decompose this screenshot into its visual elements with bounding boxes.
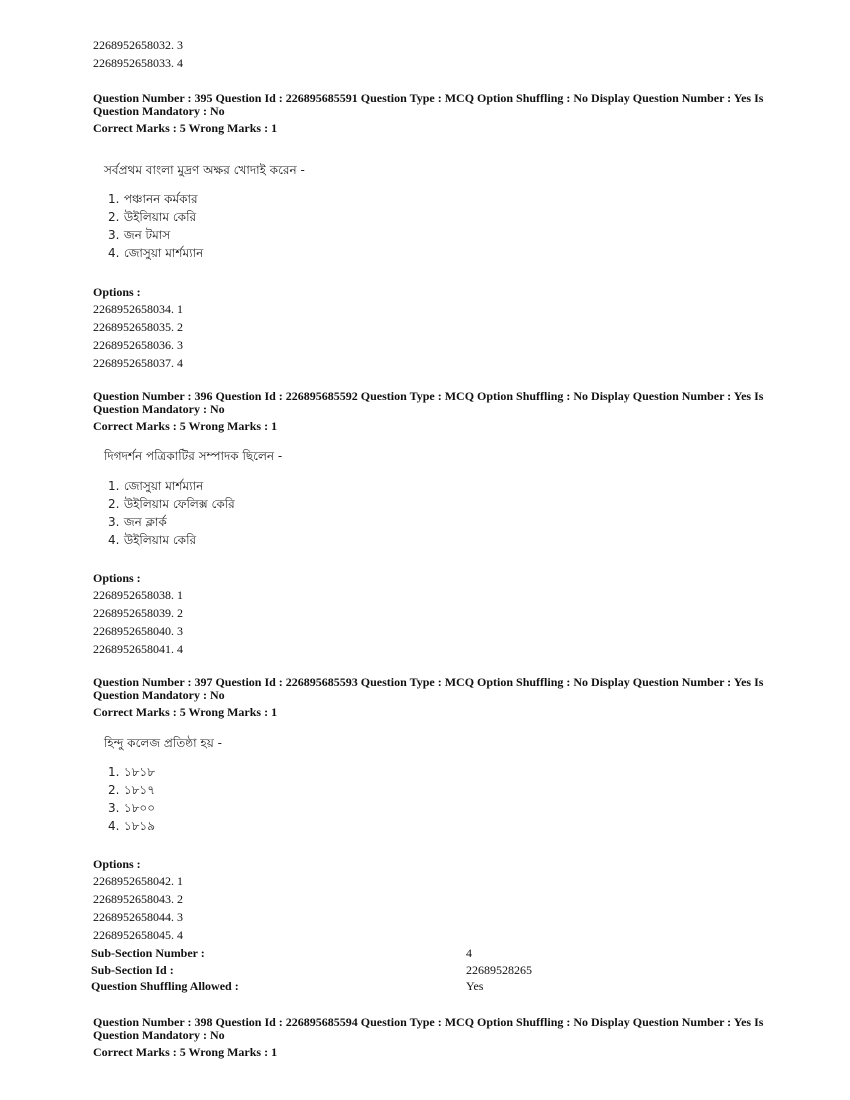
option-id-line: 2268952658033. 4 bbox=[93, 56, 183, 70]
subsection-id-value: 22689528265 bbox=[466, 963, 532, 977]
options-label: Options : bbox=[93, 857, 141, 871]
choice-item: 4. উইলিয়াম কেরি bbox=[108, 533, 197, 547]
choice-item: 4. ১৮১৯ bbox=[108, 819, 155, 833]
question-marks: Correct Marks : 5 Wrong Marks : 1 bbox=[93, 705, 278, 719]
choice-item: 2. ১৮১৭ bbox=[108, 783, 155, 797]
shuffle-allowed-value: Yes bbox=[466, 979, 484, 993]
subsection-id-label: Sub-Section Id : bbox=[91, 963, 174, 977]
subsection-number-label: Sub-Section Number : bbox=[91, 946, 205, 960]
options-label: Options : bbox=[93, 571, 141, 585]
option-id-line: 2268952658032. 3 bbox=[93, 38, 183, 52]
subsection-number-value: 4 bbox=[466, 946, 472, 960]
option-id-line: 2268952658045. 4 bbox=[93, 928, 183, 942]
question-header: Question Number : 395 Question Id : 226895685591 Question Type : MCQ Option Shuffling : No Display Question Number : Yes Is bbox=[93, 91, 764, 105]
shuffle-allowed-label: Question Shuffling Allowed : bbox=[91, 979, 239, 993]
choice-item: 4. জোসুয়া মার্শম্যান bbox=[108, 246, 204, 260]
option-id-line: 2268952658037. 4 bbox=[93, 356, 183, 370]
option-id-line: 2268952658040. 3 bbox=[93, 624, 183, 638]
question-header: Question Number : 397 Question Id : 226895685593 Question Type : MCQ Option Shuffling : No Display Question Number : Yes Is bbox=[93, 675, 764, 689]
question-mandatory: Question Mandatory : No bbox=[93, 1028, 225, 1042]
question-text: হিন্দু কলেজ প্রতিষ্ঠা হয় - bbox=[104, 736, 222, 750]
choice-item: 1. পঞ্চানন কর্মকার bbox=[108, 192, 198, 206]
option-id-line: 2268952658041. 4 bbox=[93, 642, 183, 656]
choice-item: 2. উইলিয়াম ফেলিক্স কেরি bbox=[108, 497, 235, 511]
question-text: দিগদর্শন পত্রিকাটির সম্পাদক ছিলেন - bbox=[104, 449, 283, 463]
question-marks: Correct Marks : 5 Wrong Marks : 1 bbox=[93, 121, 278, 135]
choice-item: 2. উইলিয়াম কেরি bbox=[108, 210, 197, 224]
option-id-line: 2268952658039. 2 bbox=[93, 606, 183, 620]
options-label: Options : bbox=[93, 285, 141, 299]
option-id-line: 2268952658035. 2 bbox=[93, 320, 183, 334]
question-marks: Correct Marks : 5 Wrong Marks : 1 bbox=[93, 419, 278, 433]
choice-item: 1. ১৮১৮ bbox=[108, 765, 155, 779]
question-header: Question Number : 398 Question Id : 226895685594 Question Type : MCQ Option Shuffling : No Display Question Number : Yes Is bbox=[93, 1015, 764, 1029]
option-id-line: 2268952658043. 2 bbox=[93, 892, 183, 906]
choice-item: 3. জন টমাস bbox=[108, 228, 171, 242]
question-mandatory: Question Mandatory : No bbox=[93, 402, 225, 416]
option-id-line: 2268952658042. 1 bbox=[93, 874, 183, 888]
option-id-line: 2268952658034. 1 bbox=[93, 302, 183, 316]
question-marks: Correct Marks : 5 Wrong Marks : 1 bbox=[93, 1045, 278, 1059]
question-header: Question Number : 396 Question Id : 226895685592 Question Type : MCQ Option Shuffling : No Display Question Number : Yes Is bbox=[93, 389, 764, 403]
choice-item: 1. জোসুয়া মার্শম্যান bbox=[108, 479, 204, 493]
option-id-line: 2268952658038. 1 bbox=[93, 588, 183, 602]
choice-item: 3. জন ক্লার্ক bbox=[108, 515, 167, 529]
question-mandatory: Question Mandatory : No bbox=[93, 104, 225, 118]
question-mandatory: Question Mandatory : No bbox=[93, 688, 225, 702]
question-text: সর্বপ্রথম বাংলা মুদ্রণ অক্ষর খোদাই করেন - bbox=[104, 163, 305, 177]
option-id-line: 2268952658044. 3 bbox=[93, 910, 183, 924]
option-id-line: 2268952658036. 3 bbox=[93, 338, 183, 352]
choice-item: 3. ১৮০০ bbox=[108, 801, 156, 815]
